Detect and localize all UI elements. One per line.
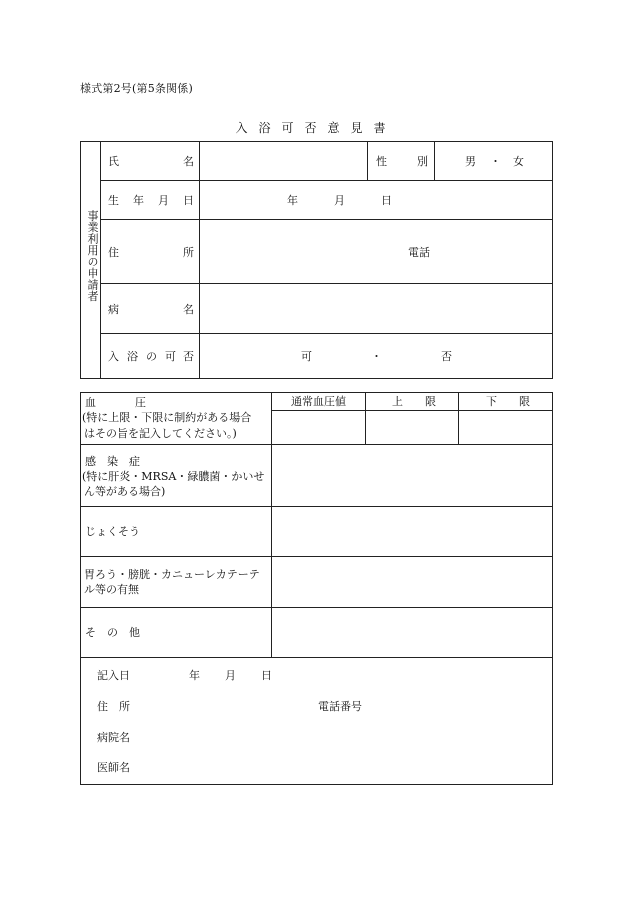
name-label-1: 氏 — [108, 155, 119, 168]
doctor-address-label-1: 住 — [97, 700, 108, 713]
name-field[interactable] — [200, 142, 366, 180]
infection-label-2: 染 — [107, 455, 118, 468]
bedsore-label: じょくそう — [85, 525, 140, 538]
gender-separator: ・ — [490, 155, 501, 168]
birthdate-label-2: 年 — [133, 194, 144, 207]
doctor-phone-label: 電話番号 — [318, 700, 362, 713]
birthdate-label-1: 生 — [108, 194, 119, 207]
bath-label-1: 入 — [108, 350, 119, 363]
bath-option-yes[interactable]: 可 — [301, 350, 312, 363]
bp-upper-field[interactable] — [366, 411, 457, 444]
other-label-2: の — [107, 626, 118, 639]
infection-label-1: 感 — [85, 455, 96, 468]
row-divider — [80, 657, 553, 658]
bp-upper-header-2: 限 — [425, 395, 436, 408]
row-divider — [100, 333, 553, 334]
applicant-phone-label: 電話 — [408, 246, 430, 259]
other-field[interactable] — [272, 608, 552, 657]
stoma-label-line1: 胃ろう・膀胱・カニューレカテーテ — [84, 568, 260, 581]
bp-label-2: 圧 — [135, 396, 146, 409]
disease-label-2: 名 — [183, 303, 194, 316]
document-title: 入浴可否意見書 — [235, 121, 397, 135]
bedsore-field[interactable] — [272, 507, 552, 556]
entry-date-year-unit: 年 — [189, 669, 200, 682]
stoma-field[interactable] — [272, 557, 552, 607]
birthdate-day-unit: 日 — [381, 194, 392, 207]
disease-label-1: 病 — [108, 303, 119, 316]
gender-value-divider — [434, 141, 435, 181]
bath-option-no[interactable]: 否 — [441, 350, 452, 363]
doctor-name-label: 医師名 — [97, 761, 130, 774]
bp-normal-header: 通常血圧値 — [291, 395, 346, 408]
bath-label-3: の — [146, 350, 157, 363]
name-label-2: 名 — [183, 155, 194, 168]
bp-note-line2: はその旨を記入してください。) — [84, 427, 237, 440]
infection-field[interactable] — [272, 445, 552, 506]
gender-option-female[interactable]: 女 — [513, 155, 524, 168]
address-label-2: 所 — [183, 246, 194, 259]
address-field[interactable] — [200, 220, 552, 283]
birthdate-label-4: 日 — [183, 194, 194, 207]
birthdate-month-unit: 月 — [334, 194, 345, 207]
infection-note-line1: (特に肝炎・MRSA・緑膿菌・かいせ — [82, 470, 265, 483]
bp-lower-header-2: 限 — [519, 395, 530, 408]
gender-label-1: 性 — [376, 155, 387, 168]
bp-lower-header-1: 下 — [486, 395, 497, 408]
bath-label-4: 可 — [165, 350, 176, 363]
entry-date-label: 記入日 — [97, 669, 130, 682]
bath-separator: ・ — [371, 350, 382, 363]
address-label-1: 住 — [108, 246, 119, 259]
other-label-1: そ — [85, 626, 96, 639]
applicant-section-label: 事業利用の申請者 — [86, 210, 99, 302]
stoma-label-line2: ル等の有無 — [84, 583, 139, 596]
bp-lower-field[interactable] — [459, 411, 552, 444]
infection-note-line2: ん等がある場合) — [84, 485, 166, 498]
infection-label-3: 症 — [129, 455, 140, 468]
section-divider — [100, 141, 101, 379]
entry-date-month-unit: 月 — [225, 669, 236, 682]
bp-note-line1: (特に上限・下限に制約がある場合 — [82, 411, 252, 424]
birthdate-year-unit: 年 — [287, 194, 298, 207]
bp-normal-field[interactable] — [272, 411, 364, 444]
gender-label-2: 別 — [417, 155, 428, 168]
gender-option-male[interactable]: 男 — [465, 155, 476, 168]
bp-upper-header-1: 上 — [392, 395, 403, 408]
bp-label-1: 血 — [85, 396, 96, 409]
other-label-3: 他 — [129, 626, 140, 639]
bath-label-5: 否 — [183, 350, 194, 363]
entry-date-day-unit: 日 — [261, 669, 272, 682]
hospital-name-label: 病院名 — [97, 731, 130, 744]
gender-label-divider — [367, 141, 368, 181]
form-number: 様式第2号(第5条関係) — [80, 82, 193, 95]
birthdate-label-3: 月 — [158, 194, 169, 207]
disease-field[interactable] — [200, 284, 552, 333]
doctor-address-label-2: 所 — [119, 700, 130, 713]
birthdate-field[interactable] — [200, 181, 552, 219]
bath-label-2: 浴 — [127, 350, 138, 363]
